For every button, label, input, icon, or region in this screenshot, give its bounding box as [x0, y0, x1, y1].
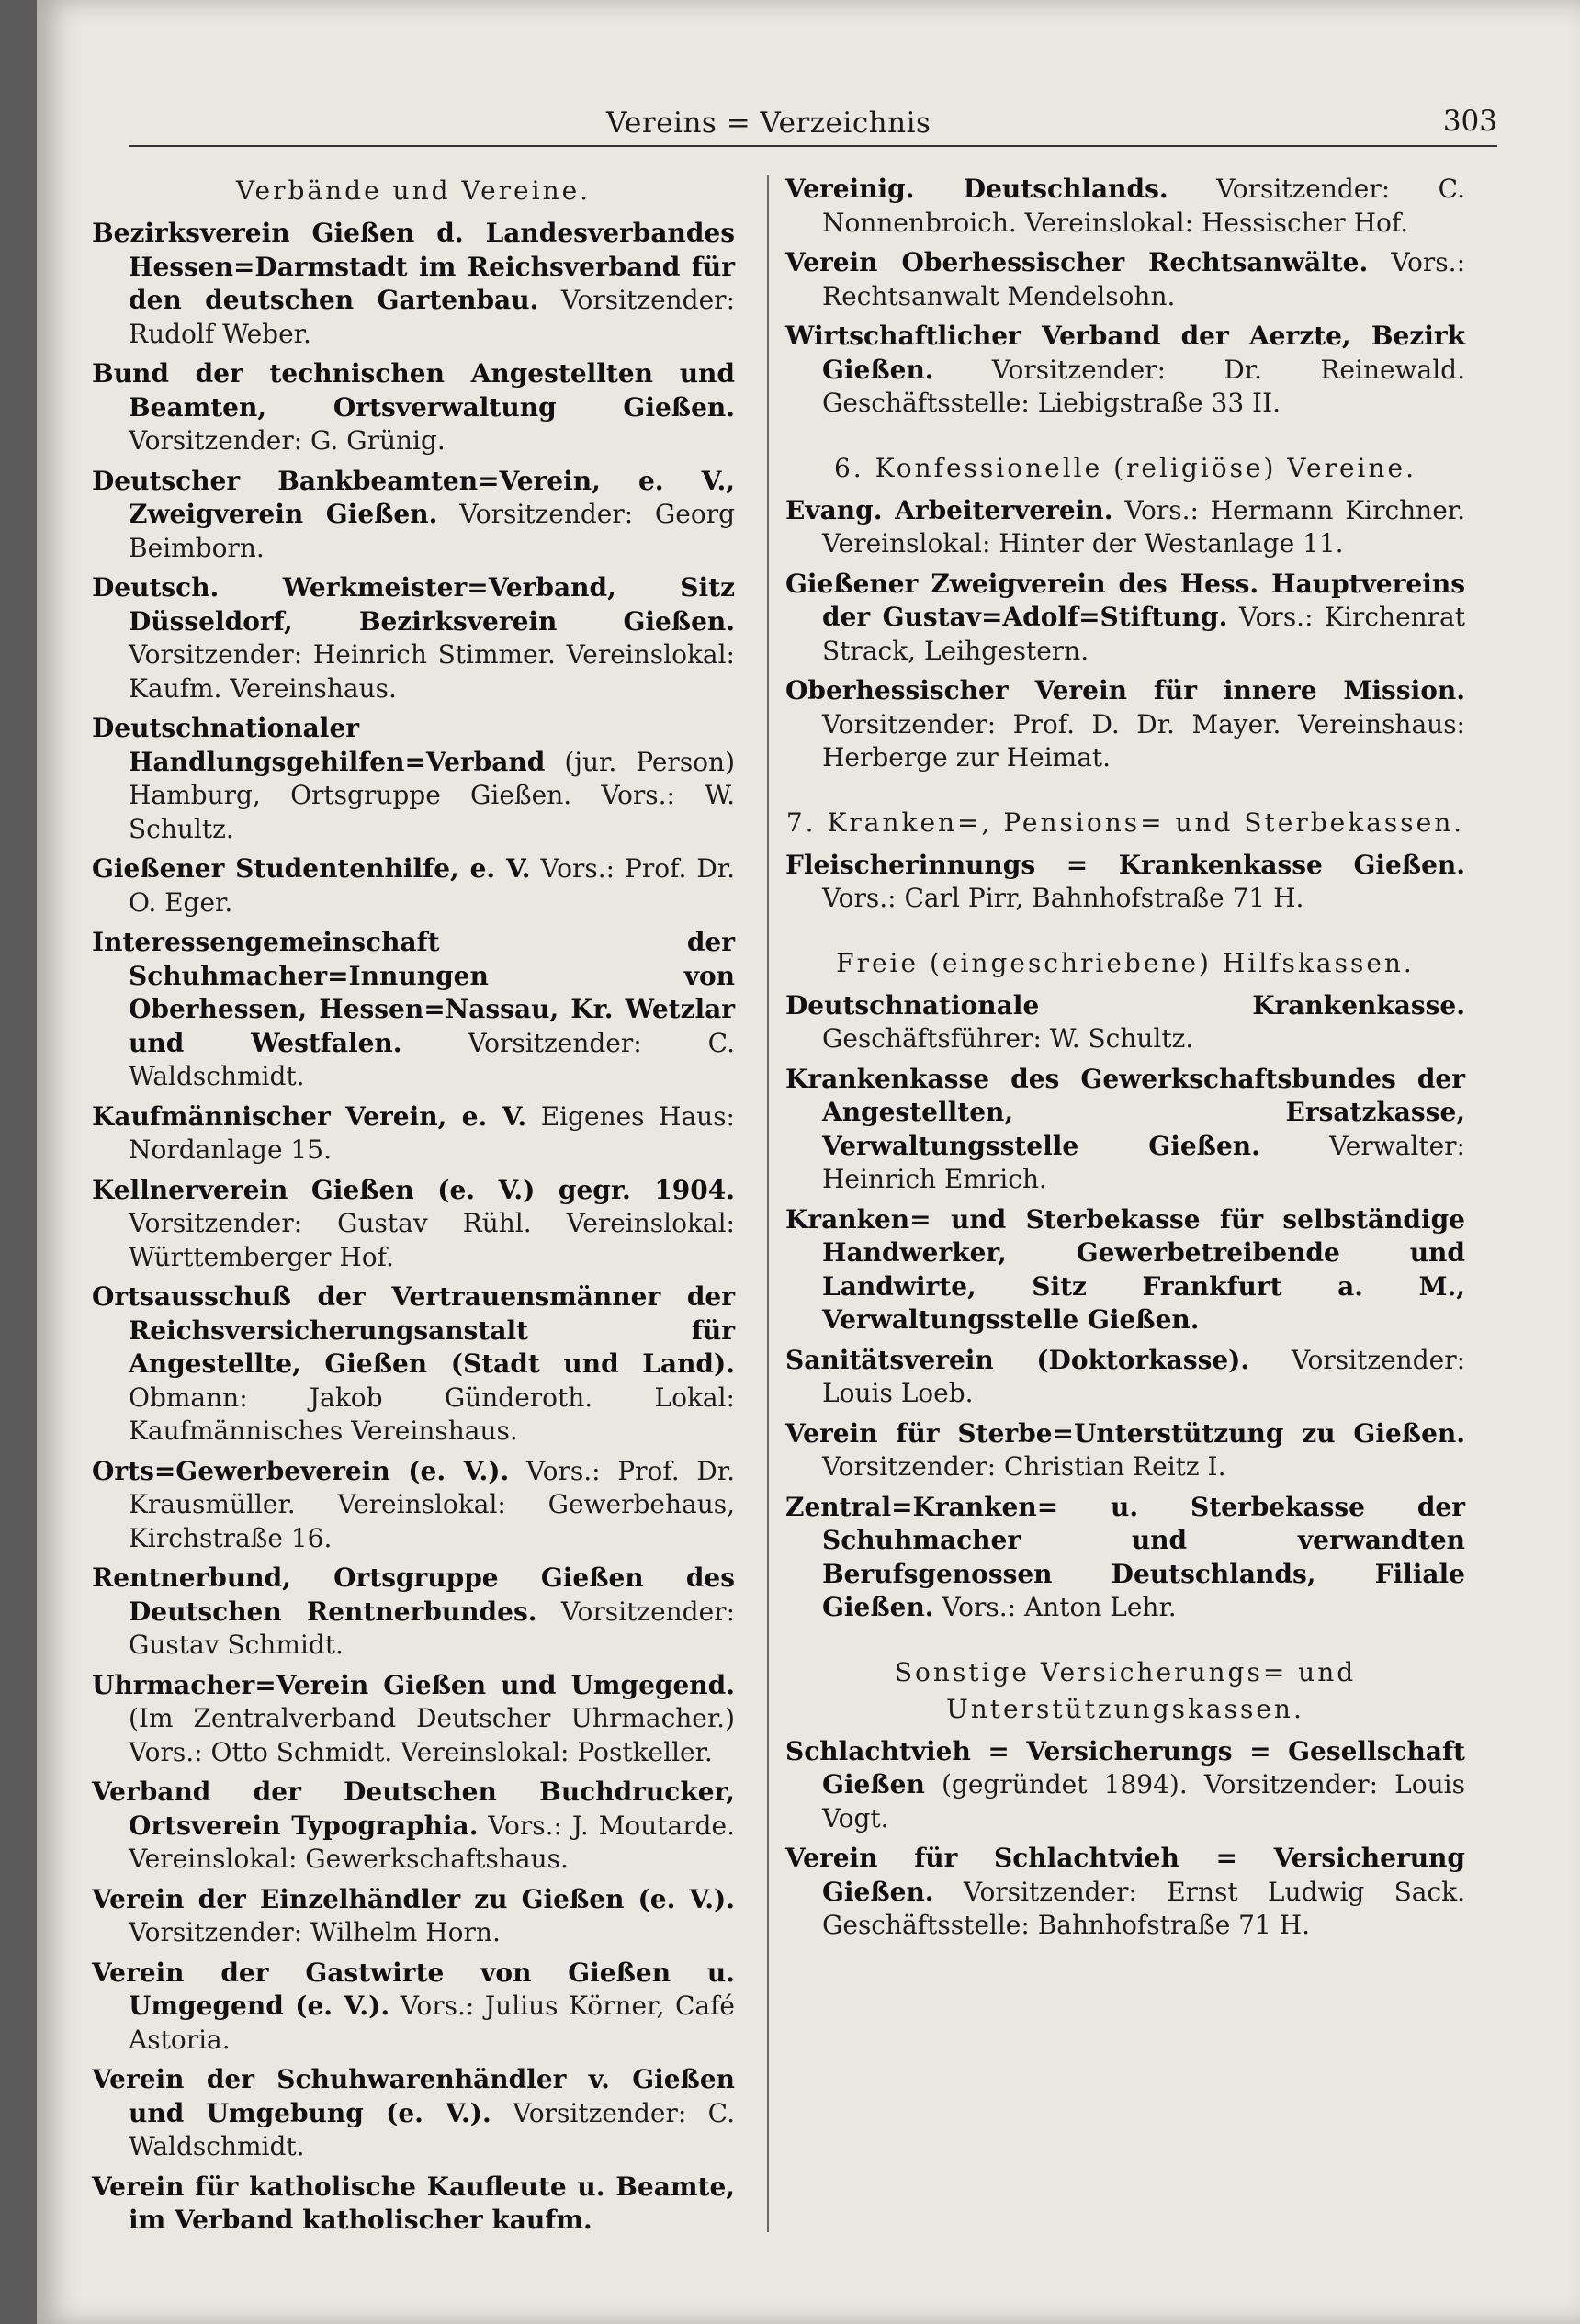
directory-entry: [92, 2171, 735, 2238]
directory-entry: [785, 989, 1465, 1056]
entry-name: Verein für katholische Kaufleute u. Beamte, im Verband katholischer kaufm.: [92, 2171, 735, 2235]
left-entry-list: [92, 217, 735, 2238]
directory-entry: [92, 1280, 735, 1449]
entry-details: Vors.: Carl Pirr, Bahnhofstraße 71 H.: [822, 883, 1304, 913]
entry-name: Fleischerinnungs = Krankenkasse Gießen.: [785, 849, 1465, 880]
directory-entry: [92, 712, 735, 846]
entry-details: Vorsitzender: C. Waldschmidt.: [129, 2097, 736, 2161]
section-heading: Freie (eingeschriebene) Hilfskassen.: [836, 947, 1415, 978]
entry-name: Evang. Arbeiterverein.: [785, 494, 1113, 525]
entry-name: Verein der Einzelhändler zu Gießen (e. V.).: [92, 1883, 735, 1914]
right-column: [785, 173, 1465, 1949]
entry-name: Verein der Schuhwarenhändler v. Gießen und Umgebung (e. V.).: [92, 2064, 735, 2128]
directory-entry: [92, 852, 735, 919]
directory-entry: [92, 2063, 735, 2164]
entry-details: Vorsitzender: Ernst Ludwig Sack. Geschäftsstelle: Bahnhofstraße 71 H.: [822, 1876, 1465, 1940]
entry-name: Schlachtvieh = Versicherungs = Gesellschaft Gießen: [785, 1735, 1465, 1799]
entry-name: Rentnerbund, Ortsgruppe Gießen des Deutschen Rentnerbundes.: [92, 1562, 735, 1627]
entry-name: Gießener Studentenhilfe, e. V.: [92, 853, 531, 884]
directory-entry: [92, 1669, 735, 1770]
directory-entry: [785, 246, 1465, 313]
directory-entry: [785, 1735, 1465, 1836]
entry-name: Kranken= und Sterbekasse für selbständige Handwerker, Gewerbetreibende und Landwirte, Sitz Frankfurt a. M., Verwaltungsstelle Gießen.: [785, 1203, 1465, 1335]
entry-name: Interessengemeinschaft der Schuhmacher=Innungen von Oberhessen, Hessen=Nassau, Kr. Wetzlar und Westfalen.: [92, 927, 735, 1058]
directory-entry: [785, 849, 1465, 916]
left-column: [92, 173, 735, 2244]
entry-details: (gegründet 1894). Vorsitzender: Louis Vogt.: [822, 1769, 1465, 1833]
section-heading: Sonstige Versicherungs= und Unterstützungskassen.: [894, 1656, 1357, 1724]
entry-details: Vors.: J. Moutarde. Vereinslokal: Gewerkschaftshaus.: [129, 1810, 735, 1874]
entry-details: Vorsitzender: Dr. Reinewald. Geschäftsstelle: Liebigstraße 33 II.: [822, 354, 1465, 418]
entry-details: Eigenes Haus: Nordanlage 15.: [129, 1100, 735, 1165]
entry-details: Vorsitzender: C. Waldschmidt.: [129, 1027, 735, 1091]
page-header: [129, 103, 1497, 147]
running-title: Vereins = Verzeichnis: [606, 107, 931, 140]
entry-details: Vors.: Prof. Dr. O. Eger.: [129, 853, 735, 918]
entry-details: Vorsitzender: Prof. D. Dr. Mayer. Vereinshaus: Herberge zur Heimat.: [822, 708, 1465, 773]
entry-details: Vorsitzender: G. Grünig.: [129, 425, 446, 456]
directory-entry: [92, 1883, 735, 1950]
directory-entry: [92, 926, 735, 1094]
directory-entry: [785, 1417, 1465, 1484]
entry-name: Gießener Zweigverein des Hess. Hauptvereins der Gustav=Adolf=Stiftung.: [785, 568, 1465, 632]
entry-name: Ortsausschuß der Vertrauensmänner der Reichsversicherungsanstalt für Angestellte, Gießen (Stadt und Land).: [92, 1281, 735, 1379]
column-divider: [767, 175, 769, 2232]
entry-name: Wirtschaftlicher Verband der Aerzte, Bezirk Gießen.: [785, 321, 1465, 385]
directory-entry: [785, 320, 1465, 421]
entry-details: Vorsitzender: Rudolf Weber.: [129, 285, 735, 349]
directory-entry: [785, 1842, 1465, 1943]
entry-details: Vorsitzender: Heinrich Stimmer. Vereinslokal: Kaufm. Vereinshaus.: [129, 639, 735, 704]
entry-name: Deutschnationale Krankenkasse.: [785, 989, 1465, 1021]
entry-name: Kellnerverein Gießen (e. V.) gegr. 1904.: [92, 1174, 735, 1205]
entry-name: Verein Oberhessischer Rechtsanwälte.: [785, 247, 1369, 277]
entry-details: Vorsitzender: Wilhelm Horn.: [129, 1917, 501, 1947]
entry-name: Deutschnationaler Handlungsgehilfen=Verband: [92, 713, 546, 777]
entry-details: Vors.: Hermann Kirchner. Vereinslokal: Hinter der Westanlage 11.: [822, 494, 1465, 558]
directory-entry: [785, 1344, 1465, 1411]
entry-details: Vors.: Prof. Dr. Krausmüller. Vereinslokal: Gewerbehaus, Kirchstraße 16.: [129, 1455, 735, 1553]
section-heading: Verbände und Vereine.: [235, 175, 592, 206]
section-heading: 6. Konfessionelle (religiöse) Vereine.: [833, 452, 1417, 483]
directory-entry: [92, 1100, 735, 1168]
directory-entry: [92, 217, 735, 351]
entry-name: Sanitätsverein (Doktorkasse).: [785, 1344, 1250, 1375]
directory-entry: [92, 1562, 735, 1663]
entry-name: Verband der Deutschen Buchdrucker, Ortsverein Typographia.: [92, 1777, 735, 1841]
directory-entry: [92, 1957, 735, 2058]
entry-name: Bezirksverein Gießen d. Landesverbandes Hessen=Darmstadt im Reichsverband für den deutschen Gartenbau.: [92, 218, 735, 315]
entry-name: Bund der technischen Angestellten und Beamten, Ortsverwaltung Gießen.: [92, 358, 735, 423]
directory-entry: [92, 357, 735, 458]
entry-details: Vors.: Rechtsanwalt Mendelsohn.: [822, 247, 1466, 311]
entry-name: Oberhessischer Verein für innere Mission.: [785, 675, 1465, 705]
entry-name: Verein für Sterbe=Unterstützung zu Gießen.: [785, 1417, 1465, 1449]
entry-details: Vorsitzender: Gustav Schmidt.: [129, 1596, 735, 1660]
entry-name: Deutsch. Werkmeister=Verband, Sitz Düsseldorf, Bezirksverein Gießen.: [92, 572, 735, 637]
entry-details: Vorsitzender: Christian Reitz I.: [822, 1451, 1226, 1482]
entry-name: Zentral=Kranken= u. Sterbekasse der Schuhmacher und verwandten Berufsgenossen Deutschlands, Filiale Gießen.: [785, 1491, 1465, 1622]
directory-entry: [785, 1063, 1465, 1197]
entry-details: Vorsitzender: C. Nonnenbroich. Vereinslokal: Hessischer Hof.: [822, 174, 1465, 238]
entry-details: Vorsitzender: Georg Beimborn.: [129, 499, 736, 563]
entry-details: (Im Zentralverband Deutscher Uhrmacher.) Vors.: Otto Schmidt. Vereinslokal: Postkeller.: [129, 1703, 735, 1767]
entry-details: Vors.: Julius Körner, Café Astoria.: [129, 1991, 736, 2055]
entry-name: Kaufmännischer Verein, e. V.: [92, 1100, 527, 1132]
directory-entry: [785, 1203, 1465, 1337]
entry-details: Obmann: Jakob Günderoth. Lokal: Kaufmännisches Vereinshaus.: [129, 1382, 735, 1446]
entry-name: Verein der Gastwirte von Gießen u. Umgegend (e. V.).: [92, 1957, 735, 2021]
entry-name: Verein für Schlachtvieh = Versicherung Gießen.: [785, 1843, 1465, 1907]
directory-entry: [92, 1174, 735, 1275]
entry-details: Vorsitzender: Gustav Rühl. Vereinslokal: Württemberger Hof.: [129, 1208, 735, 1272]
section-heading: 7. Kranken=, Pensions= und Sterbekassen.: [785, 807, 1465, 838]
directory-entry: [785, 568, 1465, 669]
directory-entry: [785, 494, 1465, 561]
directory-entry: [92, 1776, 735, 1877]
entry-name: Deutscher Bankbeamten=Verein, e. V., Zweigverein Gießen.: [92, 465, 735, 529]
directory-entry: [785, 173, 1465, 240]
directory-entry: [92, 1455, 735, 1556]
entry-name: Uhrmacher=Verein Gießen und Umgegend.: [92, 1669, 735, 1700]
directory-entry: [785, 674, 1465, 775]
entry-details: Vors.: Anton Lehr.: [942, 1592, 1177, 1622]
entry-details: Vors.: Kirchenrat Strack, Leihgestern.: [822, 602, 1465, 666]
entry-details: Vorsitzender: Louis Loeb.: [822, 1344, 1466, 1408]
page-number: 303: [1442, 105, 1497, 138]
entry-details: Verwalter: Heinrich Emrich.: [822, 1130, 1465, 1194]
directory-entry: [92, 571, 735, 705]
entry-details: Geschäftsführer: W. Schultz.: [822, 1023, 1194, 1054]
entry-name: Orts=Gewerbeverein (e. V.).: [92, 1455, 510, 1486]
entry-name: Krankenkasse des Gewerkschaftsbundes der Angestellten, Ersatzkasse, Verwaltungsstelle Gießen.: [785, 1063, 1465, 1161]
entry-details: (jur. Person) Hamburg, Ortsgruppe Gießen. Vors.: W. Schultz.: [129, 746, 735, 844]
entry-name: Vereinig. Deutschlands.: [785, 174, 1168, 204]
directory-entry: [92, 465, 735, 566]
directory-entry: [785, 1491, 1465, 1625]
